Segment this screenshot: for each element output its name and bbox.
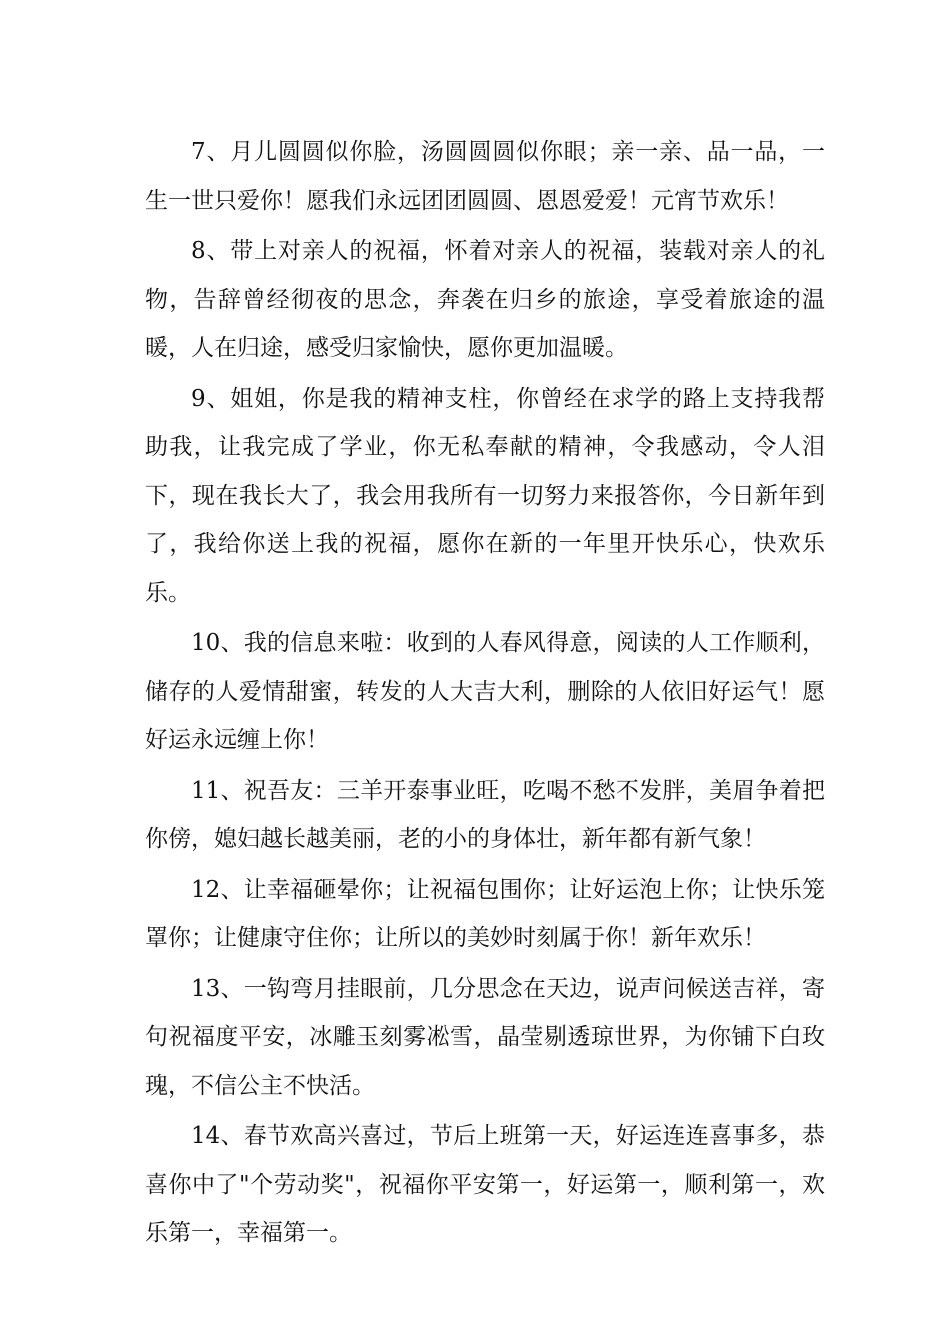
paragraph-9: 9、姐姐，你是我的精神支柱，你曾经在求学的路上支持我帮助我，让我完成了学业，你无私奉献的精神，令我感动，令人泪下，现在我长大了，我会用我所有一切努力来报答你，今日新年到了，我给你送上我的祝福，愿你在新的一年里开快乐心，快欢乐乐。 — [145, 385, 825, 606]
paragraph-12: 12、让幸福砸晕你；让祝福包围你；让好运泡上你；让快乐笼罩你；让健康守住你；让所以的美妙时刻属于你！新年欢乐！ — [145, 876, 825, 951]
paragraph-13: 13、一钩弯月挂眼前，几分思念在天边，说声问候送吉祥，寄句祝福度平安，冰雕玉刻雾凇雪，晶莹剔透琼世界，为你铺下白玫瑰，不信公主不快活。 — [145, 975, 825, 1099]
paragraph-11: 11、祝吾友：三羊开泰事业旺，吃喝不愁不发胖，美眉争着把你傍，媳妇越长越美丽，老的小的身体壮，新年都有新气象！ — [145, 777, 825, 852]
paragraph-10: 10、我的信息来啦：收到的人春风得意，阅读的人工作顺利，储存的人爱情甜蜜，转发的人大吉大利，删除的人依旧好运气！愿好运永远缠上你！ — [145, 630, 825, 753]
paragraph-7: 7、月儿圆圆似你脸，汤圆圆圆似你眼；亲一亲、品一品，一生一世只爱你！愿我们永远团团圆圆、恩恩爱爱！元宵节欢乐！ — [145, 139, 825, 214]
paragraph-8: 8、带上对亲人的祝福，怀着对亲人的祝福，装载对亲人的礼物，告辞曾经彻夜的思念，奔袭在归乡的旅途，享受着旅途的温暖，人在归途，感受归家愉快，愿你更加温暖。 — [145, 238, 825, 361]
document-body — [145, 128, 825, 1260]
paragraph-14: 14、春节欢高兴喜过，节后上班第一天，好运连连喜事多，恭喜你中了"个劳动奖"，祝福你平安第一，好运第一，顺利第一，欢乐第一，幸福第一。 — [145, 1123, 825, 1246]
